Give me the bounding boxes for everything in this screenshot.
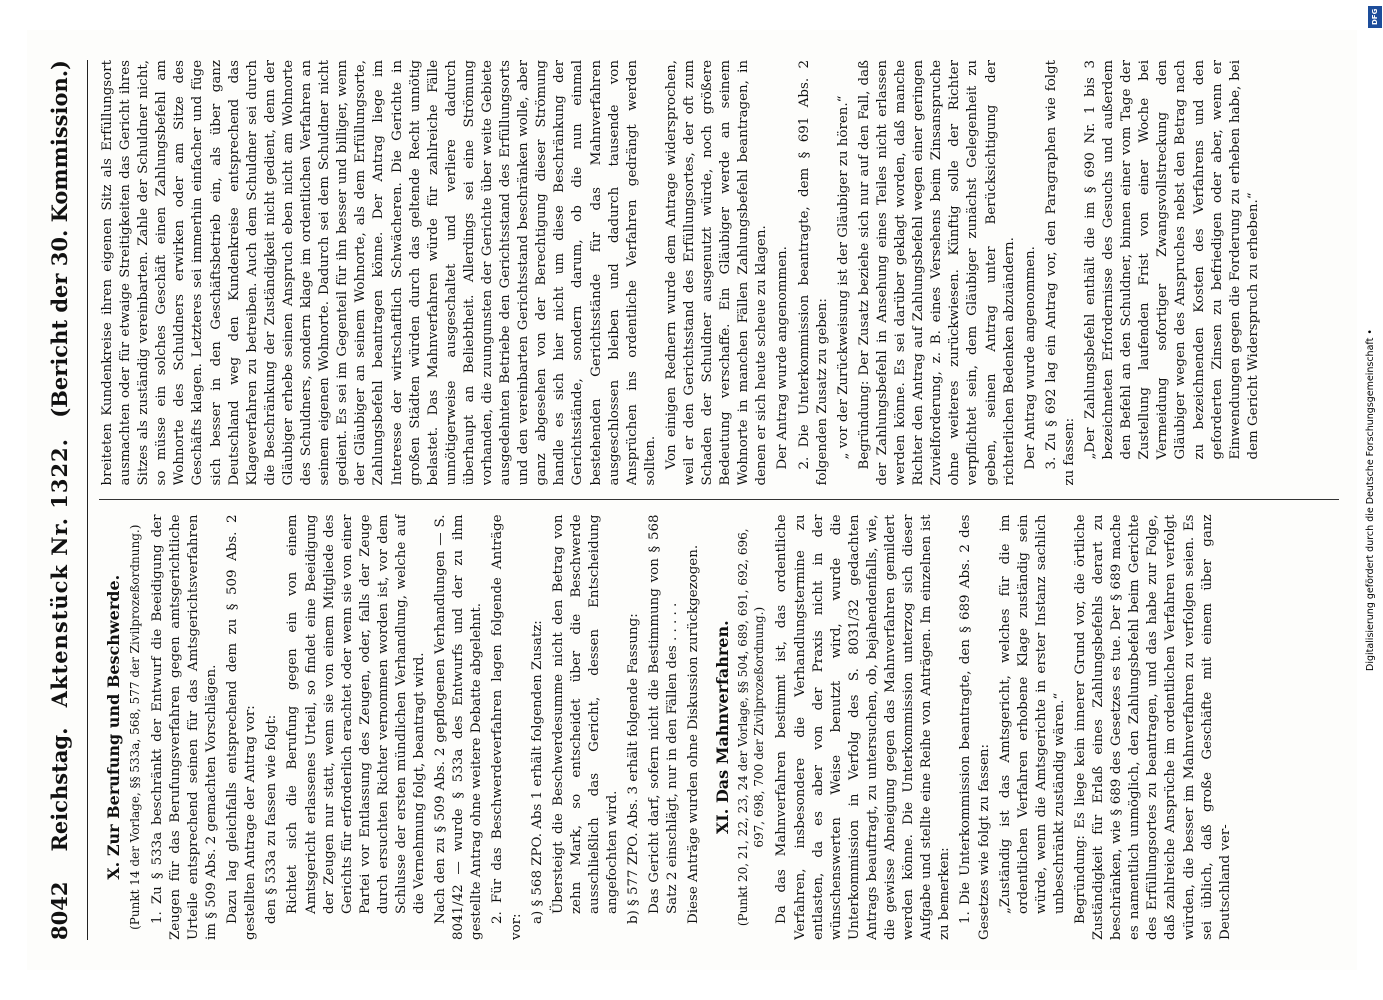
header-right: (Bericht der 30. Kommission.) xyxy=(46,60,72,418)
left-column xyxy=(99,515,1339,941)
paragraph: 2. Die Unterkommission beantragte, dem § 691 Abs. 2 folgenden Zusatz zu geben: xyxy=(796,60,830,486)
digitization-note: Digitalisierung gefördert durch die Deutsche Forschungsgemeinschaft • xyxy=(1365,329,1376,671)
dfg-logo: DFG xyxy=(1368,6,1382,28)
paragraph: 2. Für das Beschwerdeverfahren lagen folgende Anträge vor: xyxy=(489,514,524,940)
quote: Richtet sich die Berufung gegen ein von einem Amtsgericht erlassenes Urteil, so findet eine Beeidigung der Zeugen nur statt, wenn sie von einem Mitgliede des Gerichts für erforderlich erachtet oder wenn sie von einer Partei vor Entlassung des Zeugen, oder, falls der Zeuge durch ersuchten Richter vernommen worden ist, vor dem Schlusse der ersten mündlichen Verhandlung, welche auf die Vernehmung folgt, beantragt wird. xyxy=(284,514,427,914)
paragraph: Da das Mahnverfahren bestimmt ist, das ordentliche Verfahren, insbesondere die Verhandlungstermine zu entlasten, da es aber von der Praxis nicht in der wünschenswerten Weise benutzt wird, wurde die Unterkommission in Verfolg des S. 8031/32 gedachten Antrags beauftragt, zu untersuchen, ob, bejahendenfalls, wie, die gewisse Abneigung gegen das Mahnverfahren gemildert werden könne. Die Unterkommission unterzog sich dieser Aufgabe und stellte eine Reihe von Anträgen. Im einzelnen ist zu bemerken: xyxy=(773,514,952,940)
paragraph: 3. Zu § 692 lag ein Antrag vor, den Paragraphen wie folgt zu fassen: xyxy=(1043,60,1077,486)
column-divider xyxy=(99,500,1339,501)
paragraph: den § 533a zu fassen wie folgt: xyxy=(263,714,279,924)
paragraph: 1. Die Unterkommission beantragte, den § 689 Abs. 2 des Gesetzes wie folgt zu fassen: xyxy=(957,514,991,940)
quote: „ vor der Zurückweisung ist der Gläubiger zu hören.“ xyxy=(835,95,851,460)
header-center: Aktenstück Nr. 1322. xyxy=(46,438,72,708)
document-page xyxy=(27,30,1357,970)
quote: Übersteigt die Beschwerdesumme nicht den Betrag von zehn Mark, so entscheidet über die Beschwerde ausschließlich das Gericht, dessen Entscheidung angefochten wird. xyxy=(550,514,620,914)
paragraph: Diese Anträge wurden ohne Diskussion zurückgezogen. xyxy=(685,544,701,924)
paragraph: Begründung: Der Zusatz beziehe sich nur auf den Fall, daß der Zahlungsbefehl in Ansehung eines Teiles nicht erlassen werden könne. Es sei darüber geklagt worden, daß manche Richter den Antrag auf Zahlungsbefehl wegen einer geringen Zuvielforderung, z. B. eines Versehens beim Zinsanspruche ohne weiteres zurückwiesen. Künftig solle der Richter verpflichtet sein, dem Gläubiger zunächst Gelegenheit zu geben, seinen Antrag unter Berücksichtigung der richterlichen Bedenken abzuändern. xyxy=(856,60,1017,486)
right-column xyxy=(99,60,1339,486)
paragraph: breiteten Kundenkreise ihren eigenen Sitz als Erfüllungsort ausmachten oder für etwaige Streitigkeiten das Gericht ihres Sitzes als zuständig vereinbarten. Zahle der Schuldner nicht, so müsse ein solches Geschäft einen Zahlungsbefehl am Wohnorte des Schuldners erwirken oder am Sitze des Geschäfts klagen. Letzteres sei immerhin einfacher und füge sich besser in den Geschäftsbetrieb ein, als über ganz Deutschland weg den Kundenkreise entsprechend das Klageverfahren zu betreiben. Auch dem Schuldner sei durch die Beschränkung der Zuständigkeit nicht gedient, denn der Gläubiger erhebe seinen Anspruch eben nicht am Wohnorte des Schuldners, sondern klage im ordentlichen Verfahren an seinem eigenen Wohnorte. Dadurch sei dem Schuldner nicht gedient. Es sei im Gegenteil für ihn besser und billiger, wenn der Gläubiger an seinem Wohnorte, als dem Erfüllungsorte, Zahlungsbefehl beantragen könne. Der Antrag liege im Interesse der wirtschaftlich Schwächeren. Die Gerichte in großen Städten würden durch das geltende Recht unnötig belastet. Das Mahnverfahren würde für zahlreiche Fälle unnötigerweise ausgeschaltet und verliere dadurch überhaupt an Beliebtheit. Allerdings sei eine Strömung vorhanden, die zuungunsten der Gerichte über weite Gebiete ausgedehnten Betriebe den Gerichtsstand des Erfüllungsorts und den vereinbarten Gerichtsstand beschränken wolle, aber ganz abgesehen von der Berechtigung dieser Strömung handle es sich hier nicht um diese Beschränkung der Gerichtsstände, sondern darum, ob die nun einmal bestehenden Gerichtsstände für das Mahnverfahren ausgeschlossen bleiben und dadurch tausende von Ansprüchen ins ordentliche Verfahren gedrängt werden sollten. xyxy=(99,60,658,486)
paragraph: Begründung: Es liege kein innerer Grund vor, die örtliche Zuständigkeit für Erlaß eines Zahlungsbefehls derart zu beschränken, wie § 689 des Gesetzes es tue. Der § 689 mache es namentlich unmöglich, den Zahlungsbefehl beim Gerichte des Erfüllungsortes zu beantragen, und das habe zur Folge, daß zahlreiche Ansprüche im ordentlichen Verfahren verfolgt würden, die besser im Mahnverfahren zu verfolgen seien. Es sei üblich, daß große Geschäfte mit einem über ganz Deutschland ver- xyxy=(1072,514,1233,940)
paragraph: Der Antrag wurde angenommen. xyxy=(774,246,790,470)
paragraph: Dazu lag gleichfalls entsprechend dem zu § 509 Abs. 2 gestellten Antrage der Antrag vor: xyxy=(224,514,258,940)
paragraph: Der Antrag wurde angenommen. xyxy=(1022,246,1038,470)
paragraph: b) § 577 ZPO. Abs. 3 erhält folgende Fassung: xyxy=(625,613,641,924)
quote: „Der Zahlungsbefehl enthält die im § 690 Nr. 1 bis 3 bezeichneten Erfordernisse des Gesuchs und außerdem den Befehl an den Schuldner, binnen einer vom Tage der Zustellung laufenden Frist von einer Woche bei Vermeidung sofortiger Zwangsvollstreckung den Gläubiger wegen des Anspruches nebst den Betrag nach zu bezeichnenden Kosten des Verfahrens und den geforderten Zinsen zu befriedigen oder aber, wenn er Einwendungen gegen die Forderung zu erheben habe, bei dem Gericht Widerspruch zu erheben.“ xyxy=(1082,60,1261,460)
section-x-subtitle: (Punkt 14 der Vorlage, §§ 533a, 568, 577 der Zivilprozeßordnung.) xyxy=(127,524,142,930)
header-left: Reichstag. xyxy=(46,727,72,852)
section-xi-subtitle: (Punkt 20, 21, 22, 23, 24 der Vorlage, §§ 504, 689, 691, 692, 696, 697, 698, 700 der Zivilprozeßordnung.) xyxy=(735,528,766,927)
quote: Das Gericht darf, sofern nicht die Bestimmung von § 568 Satz 2 einschlägt, nur in den Fällen des . . . . . xyxy=(646,514,680,914)
paragraph: a) § 568 ZPO. Abs 1 erhält folgenden Zusatz: xyxy=(529,620,545,924)
page-number: 8042 xyxy=(46,881,72,940)
paragraph: 1. Zu § 533a beschränkt der Entwurf die Beeidigung der Zeugen für das Berufungsverfahren gegen amtsgerichtliche Urteile entsprechend seinen für das Amtsgerichtsverfahren im § 509 Abs. 2 gemachten Vorschlägen. xyxy=(149,514,219,940)
paragraph: Von einigen Rednern wurde dem Antrage widersprochen, weil er den Gerichtsstand des Erfüllungsortes, der oft zum Schaden der Schuldner ausgenutzt würde, noch größere Bedeutung verschaffe. Ein Gläubiger werde an seinem Wohnorte in manchen Fällen Zahlungsbefehl beantragen, in denen er sich heute scheue zu klagen. xyxy=(663,60,769,486)
text-columns xyxy=(99,60,1339,940)
page-header xyxy=(47,60,88,940)
paragraph: Nach den zu § 509 Abs. 2 gepflogenen Verhandlungen — S. 8041/42 — wurde § 533a des Entwurfs und der zu ihm gestellte Antrag ohne weitere Debatte abgelehnt. xyxy=(432,514,484,940)
section-x-title: X. Zur Berufung und Beschwerde. xyxy=(103,574,123,880)
quote: „Zuständig ist das Amtsgericht, welches für die im ordentlichen Verfahren erhobene Klage zuständig sein würde, wenn die Amtsgerichte in erster Instanz sachlich unbeschränkt zuständig wären.“ xyxy=(997,514,1067,914)
section-xi-title: XI. Das Mahnverfahren. xyxy=(712,620,731,835)
